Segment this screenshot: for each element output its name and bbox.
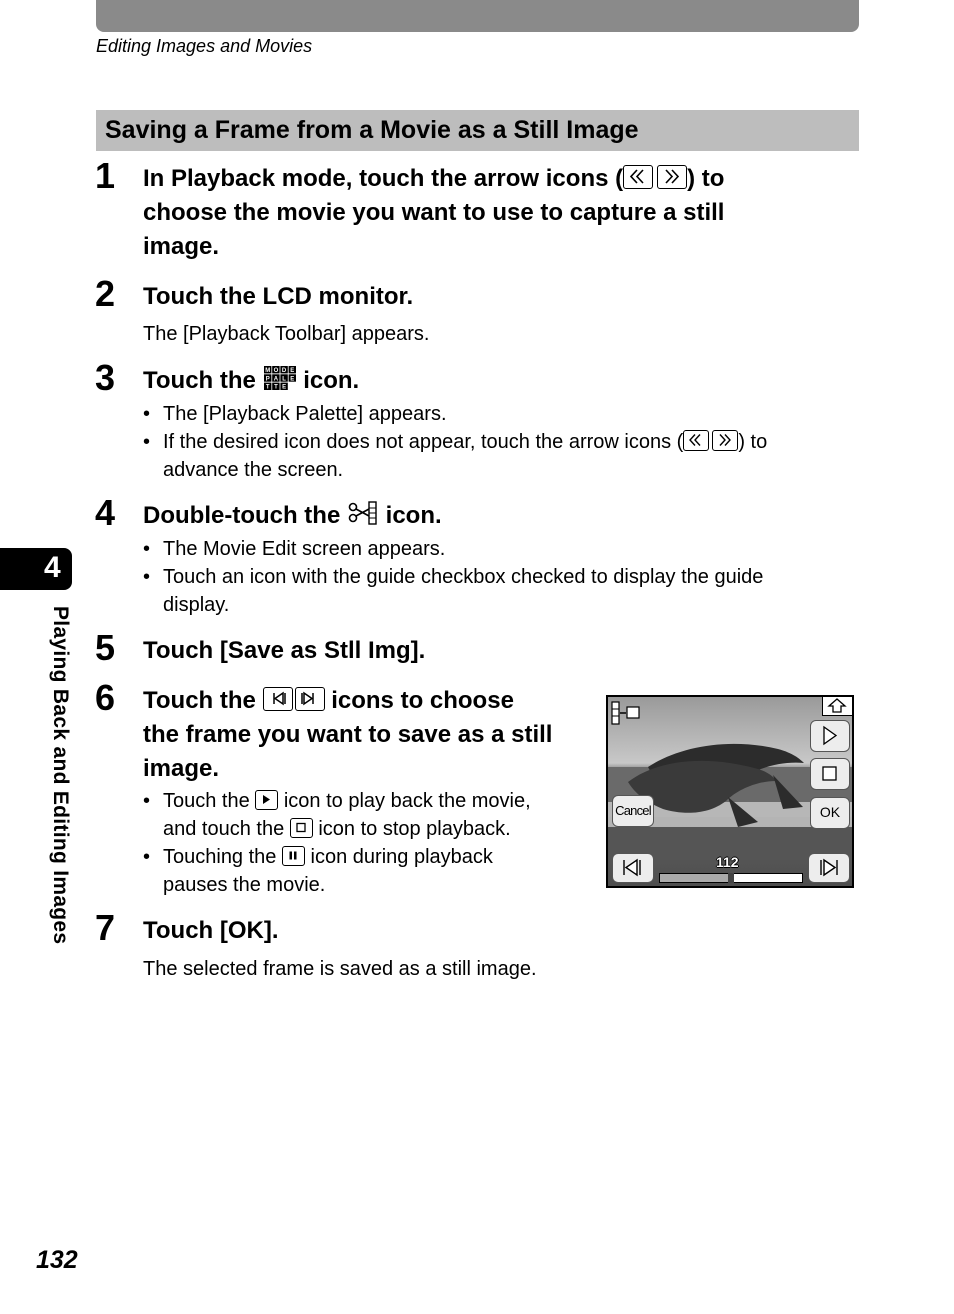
save-still-mode-icon [611,701,641,725]
frame-forward-icon [295,687,325,711]
stop-icon [290,818,313,838]
progress-fill [660,874,731,882]
step-number-5: 5 [95,627,116,668]
return-icon[interactable] [822,697,852,716]
frame-forward-button[interactable] [808,853,850,883]
mode-icon-letter: T [265,384,270,391]
step-number-2: 2 [95,273,116,314]
mode-icon-letter: D [281,368,286,374]
step-3-bullet-2: • If the desired icon does not appear, touch the arrow icons ( ) to advance the screen. [143,431,768,481]
mode-icon-letter: L [281,376,286,383]
prev-arrow-icon [683,430,709,451]
step-2-heading: Touch the LCD monitor. [143,283,414,310]
page-number: 132 [36,1246,78,1274]
step-2-body: The [Playback Toolbar] appears. [143,323,430,345]
cancel-button[interactable] [612,795,654,827]
movie-edit-scissors-icon [347,500,379,526]
ok-label: OK [819,804,841,820]
ok-button[interactable] [810,797,850,829]
step-4-heading: Double-touch the icon. [143,502,442,529]
frame-number: 112 [716,854,739,870]
step-3-heading: Touch the M O D E P A L E T T E icon. [143,367,360,394]
stop-button[interactable] [810,758,850,790]
step-3-bullet-1: • The [Playback Palette] appears. [143,403,447,425]
step-5-heading: Touch [Save as Stll Img]. [143,637,426,664]
frame-back-button[interactable] [612,853,654,883]
movie-edit-screen-illustration [606,695,854,888]
play-button[interactable] [810,720,850,752]
chapter-side-label: Playing Back and Editing Images [49,606,72,945]
mode-icon-letter: A [273,376,278,383]
step-7-heading: Touch [OK]. [143,917,279,944]
frame-back-icon [263,687,293,711]
step-1-heading: In Playback mode, touch the arrow icons ( ) to choose the movie you want to use to capture a still image. [143,165,725,260]
section-title-bar [96,110,859,151]
step-4-bullet-1: • The Movie Edit screen appears. [143,538,446,560]
mode-icon-letter: T [273,384,278,391]
step-7-body: The selected frame is saved as a still image. [143,958,537,980]
mode-icon-letter: E [281,384,286,391]
play-icon [255,790,278,810]
mode-icon-letter: O [273,368,278,374]
step-number-3: 3 [95,357,116,398]
header-bar [96,0,859,32]
mode-icon-letter: P [265,376,270,383]
mode-palette-icon [263,365,297,391]
mode-icon-letter: E [289,376,294,383]
pause-icon [282,846,305,866]
progress-handle[interactable] [728,873,734,883]
cancel-label: Cancel [615,803,651,818]
playback-progress-bar[interactable] [659,873,803,883]
mode-icon-letter: M [264,368,270,374]
mode-icon-letter: E [289,368,294,374]
step-number-1: 1 [95,155,116,196]
next-arrow-icon [712,430,738,451]
running-title: Editing Images and Movies [96,36,313,56]
step-number-6: 6 [95,677,116,718]
section-title: Saving a Frame from a Movie as a Still Image [105,116,639,144]
step-4-bullet-2: • Touch an icon with the guide checkbox checked to display the guide display. [143,566,764,616]
step-6-bullet-2: • Touching the icon during playback pauses the movie. [143,846,493,896]
step-number-4: 4 [95,492,116,533]
chapter-tab [0,548,72,590]
next-arrow-icon [657,165,687,189]
prev-arrow-icon [623,165,653,189]
chapter-number: 4 [44,551,61,584]
step-6-heading: Touch the icons to choose the frame you want to save as a still image. [143,687,553,782]
step-6-bullet-1: • Touch the icon to play back the movie, and touch the icon to stop playback. [143,790,531,840]
step-number-7: 7 [95,907,116,948]
